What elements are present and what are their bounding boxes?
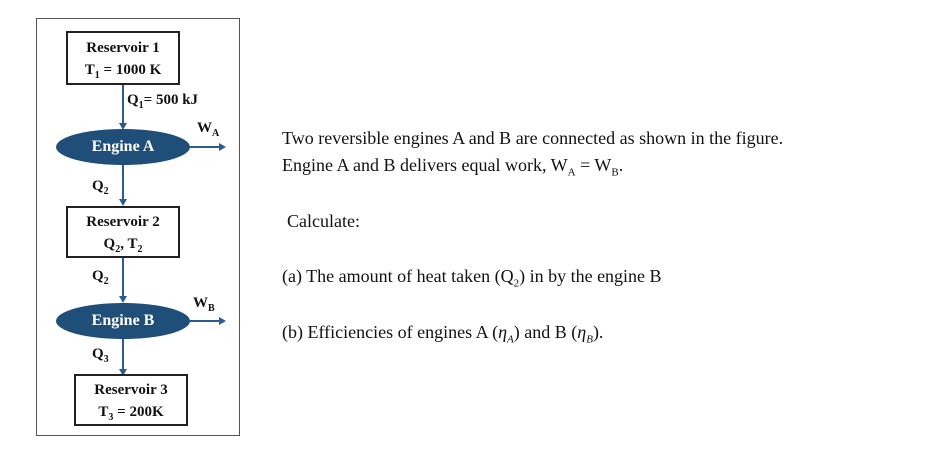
reservoir-1-box [66,31,180,85]
q2-top-arrow-icon [119,199,127,206]
wa-arrow-icon [219,143,226,151]
reservoir-2-box [66,206,180,258]
q3-flow-line [122,339,124,371]
problem-line-2: Engine A and B delivers equal work, $W_A = W_B$. [282,155,624,179]
q3-label: $Q_3$ [92,346,109,365]
wb-flow-line [190,320,220,322]
engine-a [56,129,190,165]
wb-label: $W_B$ [193,295,215,314]
engine-b-label: Engine B [91,312,155,329]
wa-label: $W_A$ [197,120,220,139]
reservoir-3-box [74,374,188,426]
q2-bottom-flow-line [122,258,124,298]
q2-bottom-arrow-icon [119,296,127,303]
reservoir-1-title: Reservoir 1 [86,40,160,56]
part-a: (a) The amount of heat taken $(Q_2)$ in by the engine B [282,266,662,290]
calculate-heading: Calculate: [287,211,360,231]
reservoir-3-title: Reservoir 3 [94,382,168,398]
q2-top-flow-line [122,165,124,201]
wb-arrow-icon [219,317,226,325]
q1-flow-line [122,85,124,125]
reservoir-3-temperature: $T_3 = 200K$ [98,404,164,423]
problem-line-1: Two reversible engines A and B are connected as shown in the figure. [282,128,784,148]
q2-bottom-label: $Q_2$ [92,268,109,287]
reservoir-1-temperature: $T_1 = 1000$ K [84,62,162,81]
reservoir-2-title: Reservoir 2 [86,214,160,230]
engine-b [56,303,190,339]
q1-label: $Q_1= 500$ kJ [127,92,199,111]
q2-top-label: $Q_2$ [92,178,109,197]
reservoir-2-values: $Q_2$, $T_2$ [103,236,143,255]
engine-a-label: Engine A [91,138,155,155]
part-b: (b) Efficiencies of engines A $(\eta_A)$ and B $(\eta_B)$. [282,322,604,346]
wa-flow-line [190,146,220,148]
